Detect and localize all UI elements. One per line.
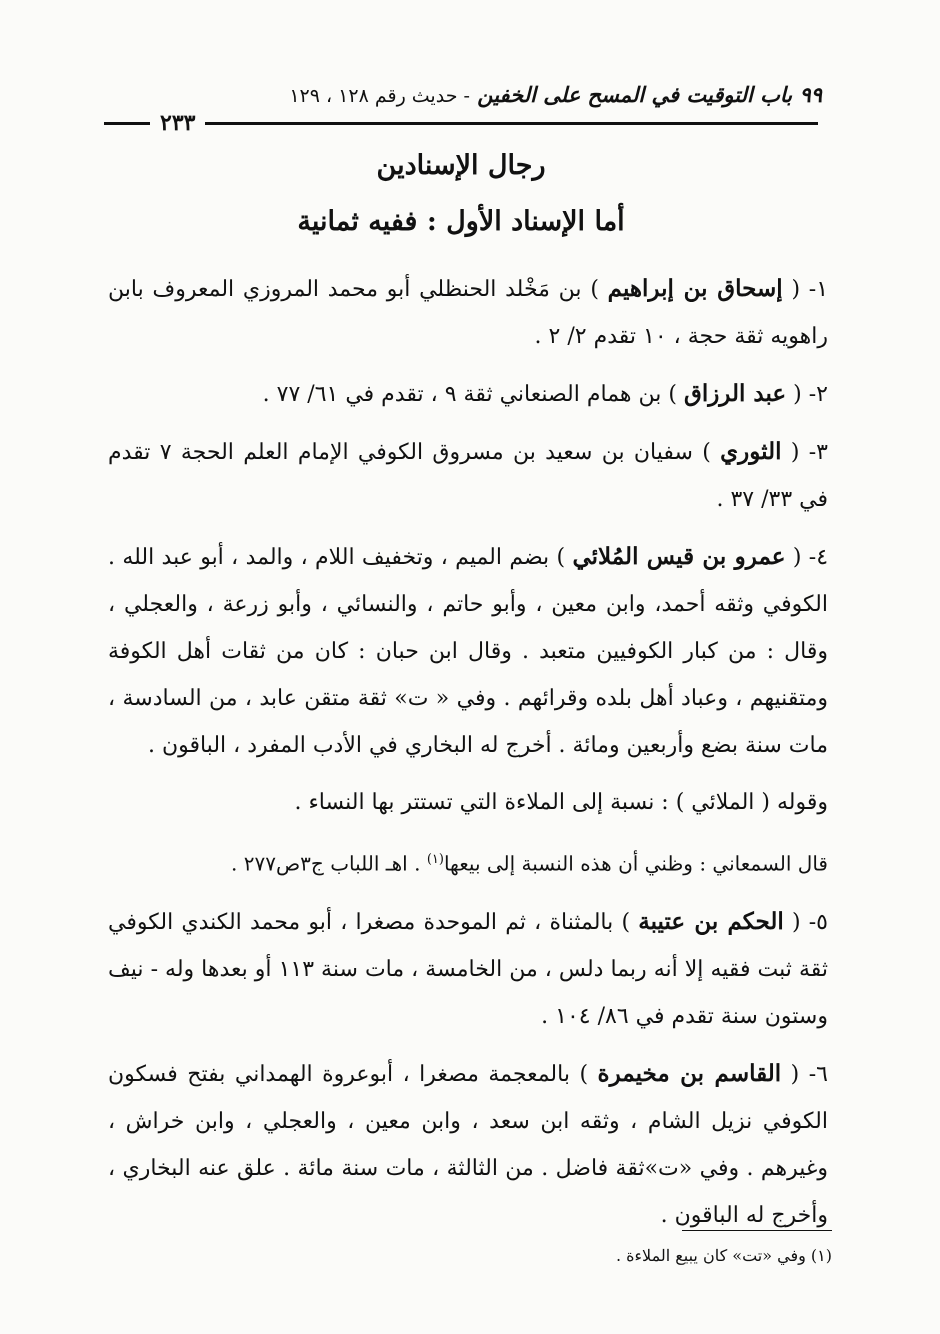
page-body [108, 265, 828, 1249]
entry-close: ) [621, 909, 631, 935]
entry-text: بالمثناة ، ثم الموحدة مصغرا ، أبو محمد الكندي الكوفي ثقة ثبت فقيه إلا أنه ربما دلس ، من الخامسة ، مات سنة ١١٣ أو بعدها وله - نيف وستون سنة تقدم في ٨٦/ ١٠٤ . [108, 909, 828, 1029]
entry-number: ٢- ( [793, 382, 828, 407]
footnote-rule [682, 1230, 832, 1231]
samani-text: قال السمعاني : وظني أن هذه النسبة إلى بيعها [443, 851, 828, 876]
entry-number: ٣- ( [790, 440, 828, 465]
entry-number: ١- ( [791, 277, 829, 302]
hadith-reference: - حديث رقم ١٢٨ ، ١٢٩ [289, 85, 470, 107]
narrator-name: الحكم بن عتيبة [638, 907, 784, 935]
narrator-name: إسحاق بن إبراهيم [607, 275, 783, 302]
entry-number: ٥- ( [791, 909, 828, 935]
header-rule [104, 122, 818, 125]
footnote: (١) وفي «تت» كان يبيع الملاءة . [615, 1246, 832, 1265]
running-head [102, 82, 822, 107]
narrator-entry [108, 1050, 828, 1239]
samani-source: . اهـ اللباب ج٣ص٢٧٧ . [231, 851, 421, 876]
section-title: رجال الإسنادين [376, 150, 546, 181]
narrator-entry [108, 428, 828, 523]
narrator-name: عبد الرزاق [683, 380, 787, 407]
entry-text: سفيان بن سعيد بن مسروق الكوفي الإمام العلم الحجة ٧ تقدم في ٣٣/ ٣٧ . [108, 440, 828, 512]
entry-close: ) [668, 382, 677, 407]
entry-close: ) [702, 440, 711, 465]
entry-close: ) [590, 277, 599, 302]
entry-number: ٤- ( [792, 545, 829, 570]
section-subtitle: أما الإسناد الأول : ففيه ثمانية [297, 206, 625, 237]
entry-text: بالمعجمة مصغرا ، أبوعروة الهمداني بفتح فسكون الكوفي نزيل الشام ، وثقه ابن سعد ، وابن معين ، والعجلي ، وابن خراش ، وغيرهم . وفي «ت»ثقة فاضل . من الثالثة ، مات سنة مائة . علق عنه البخاري ، وأخرج له الباقون . [108, 1061, 828, 1228]
narrator-name: القاسم بن مخيمرة [597, 1059, 782, 1087]
entry-number: ٦- ( [790, 1061, 828, 1087]
narrator-name: الثوري [720, 438, 782, 465]
mulai-note: وقوله ( الملائي ) : نسبة إلى الملاءة التي تستتر بها النساء . [294, 790, 828, 815]
chapter-title: ٩٩ باب التوقيت في المسح على الخفين [477, 82, 822, 107]
narrator-name: عمرو بن قيس المُلائي [572, 543, 786, 570]
samani-note [108, 836, 828, 888]
footnote-marker[interactable]: (١) [426, 852, 444, 867]
entry-close: ) [556, 545, 566, 570]
entry-close: ) [579, 1061, 589, 1087]
entry-text: بن مَخْلد الحنظلي أبو محمد المروزي المعروف بابن راهويه ثقة حجة ، ١٠ تقدم ٢/ ٢ . [108, 277, 828, 349]
narrator-entry [108, 533, 828, 769]
narrator-entry [108, 370, 828, 418]
entry-text: بن همام الصنعاني ثقة ٩ ، تقدم في ٦١/ ٧٧ . [262, 382, 662, 407]
page-number: ٢٣٣ [150, 110, 205, 136]
narrator-entry [108, 898, 828, 1040]
entry-text: بضم الميم ، وتخفيف اللام ، والمد ، أبو عبد الله . الكوفي وثقه أحمد، وابن معين ، وأبو حاتم ، والنسائي ، وأبو زرعة ، والعجلي ، وقال : من كبار الكوفيين متعبد . وقال ابن حبان : كان من ثقات أهل الكوفة ومتقنيهم ، وعباد أهل بلده وقرائهم . وفي « ت» ثقة متقن عابد ، من السادسة ، مات سنة بضع وأربعين ومائة . أخرج له البخاري في الأدب المفرد ، الباقون . [108, 545, 828, 758]
narrator-entry [108, 265, 828, 360]
